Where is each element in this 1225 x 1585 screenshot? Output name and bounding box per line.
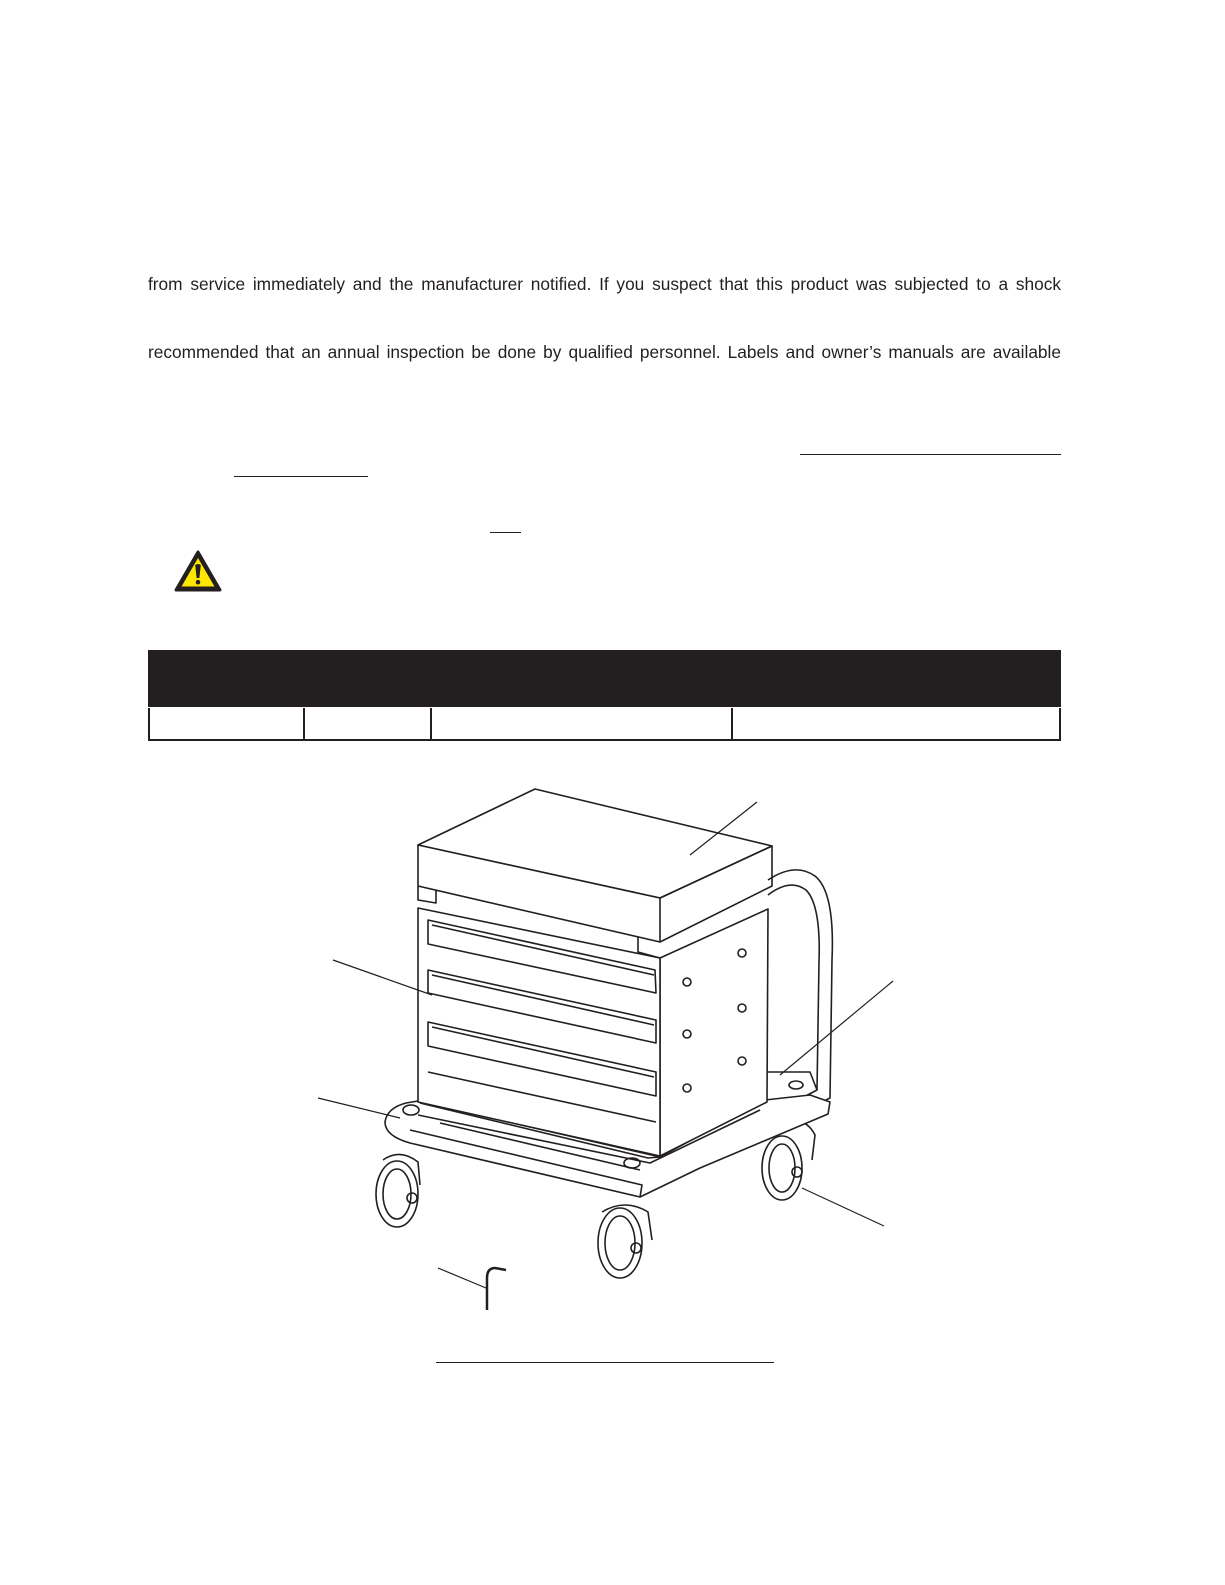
rear-frame-loop (767, 870, 832, 1110)
parts-table-header (148, 650, 1061, 707)
table-cell (305, 708, 432, 739)
warning-triangle-icon (174, 549, 222, 593)
hex-key (487, 1268, 506, 1310)
caster-front-left (376, 1154, 420, 1227)
parts-table-row (148, 708, 1061, 741)
underline-blank-1 (800, 454, 1061, 455)
body-text-line-2: recommended that an annual inspection be done by qualified personnel. Labels and owner’s manuals are available (148, 342, 1061, 362)
figure-caption-underline (436, 1362, 774, 1363)
body-text-line-1: from service immediately and the manufacturer notified. If you suspect that this product was subjected to a shock (148, 274, 1061, 294)
underline-blank-2 (234, 476, 368, 477)
table-cell (733, 708, 1059, 739)
underline-blank-3 (490, 532, 521, 533)
table-cell (432, 708, 733, 739)
product-exploded-diagram (300, 780, 920, 1340)
caster-front-right (598, 1205, 652, 1278)
table-cell (150, 708, 305, 739)
